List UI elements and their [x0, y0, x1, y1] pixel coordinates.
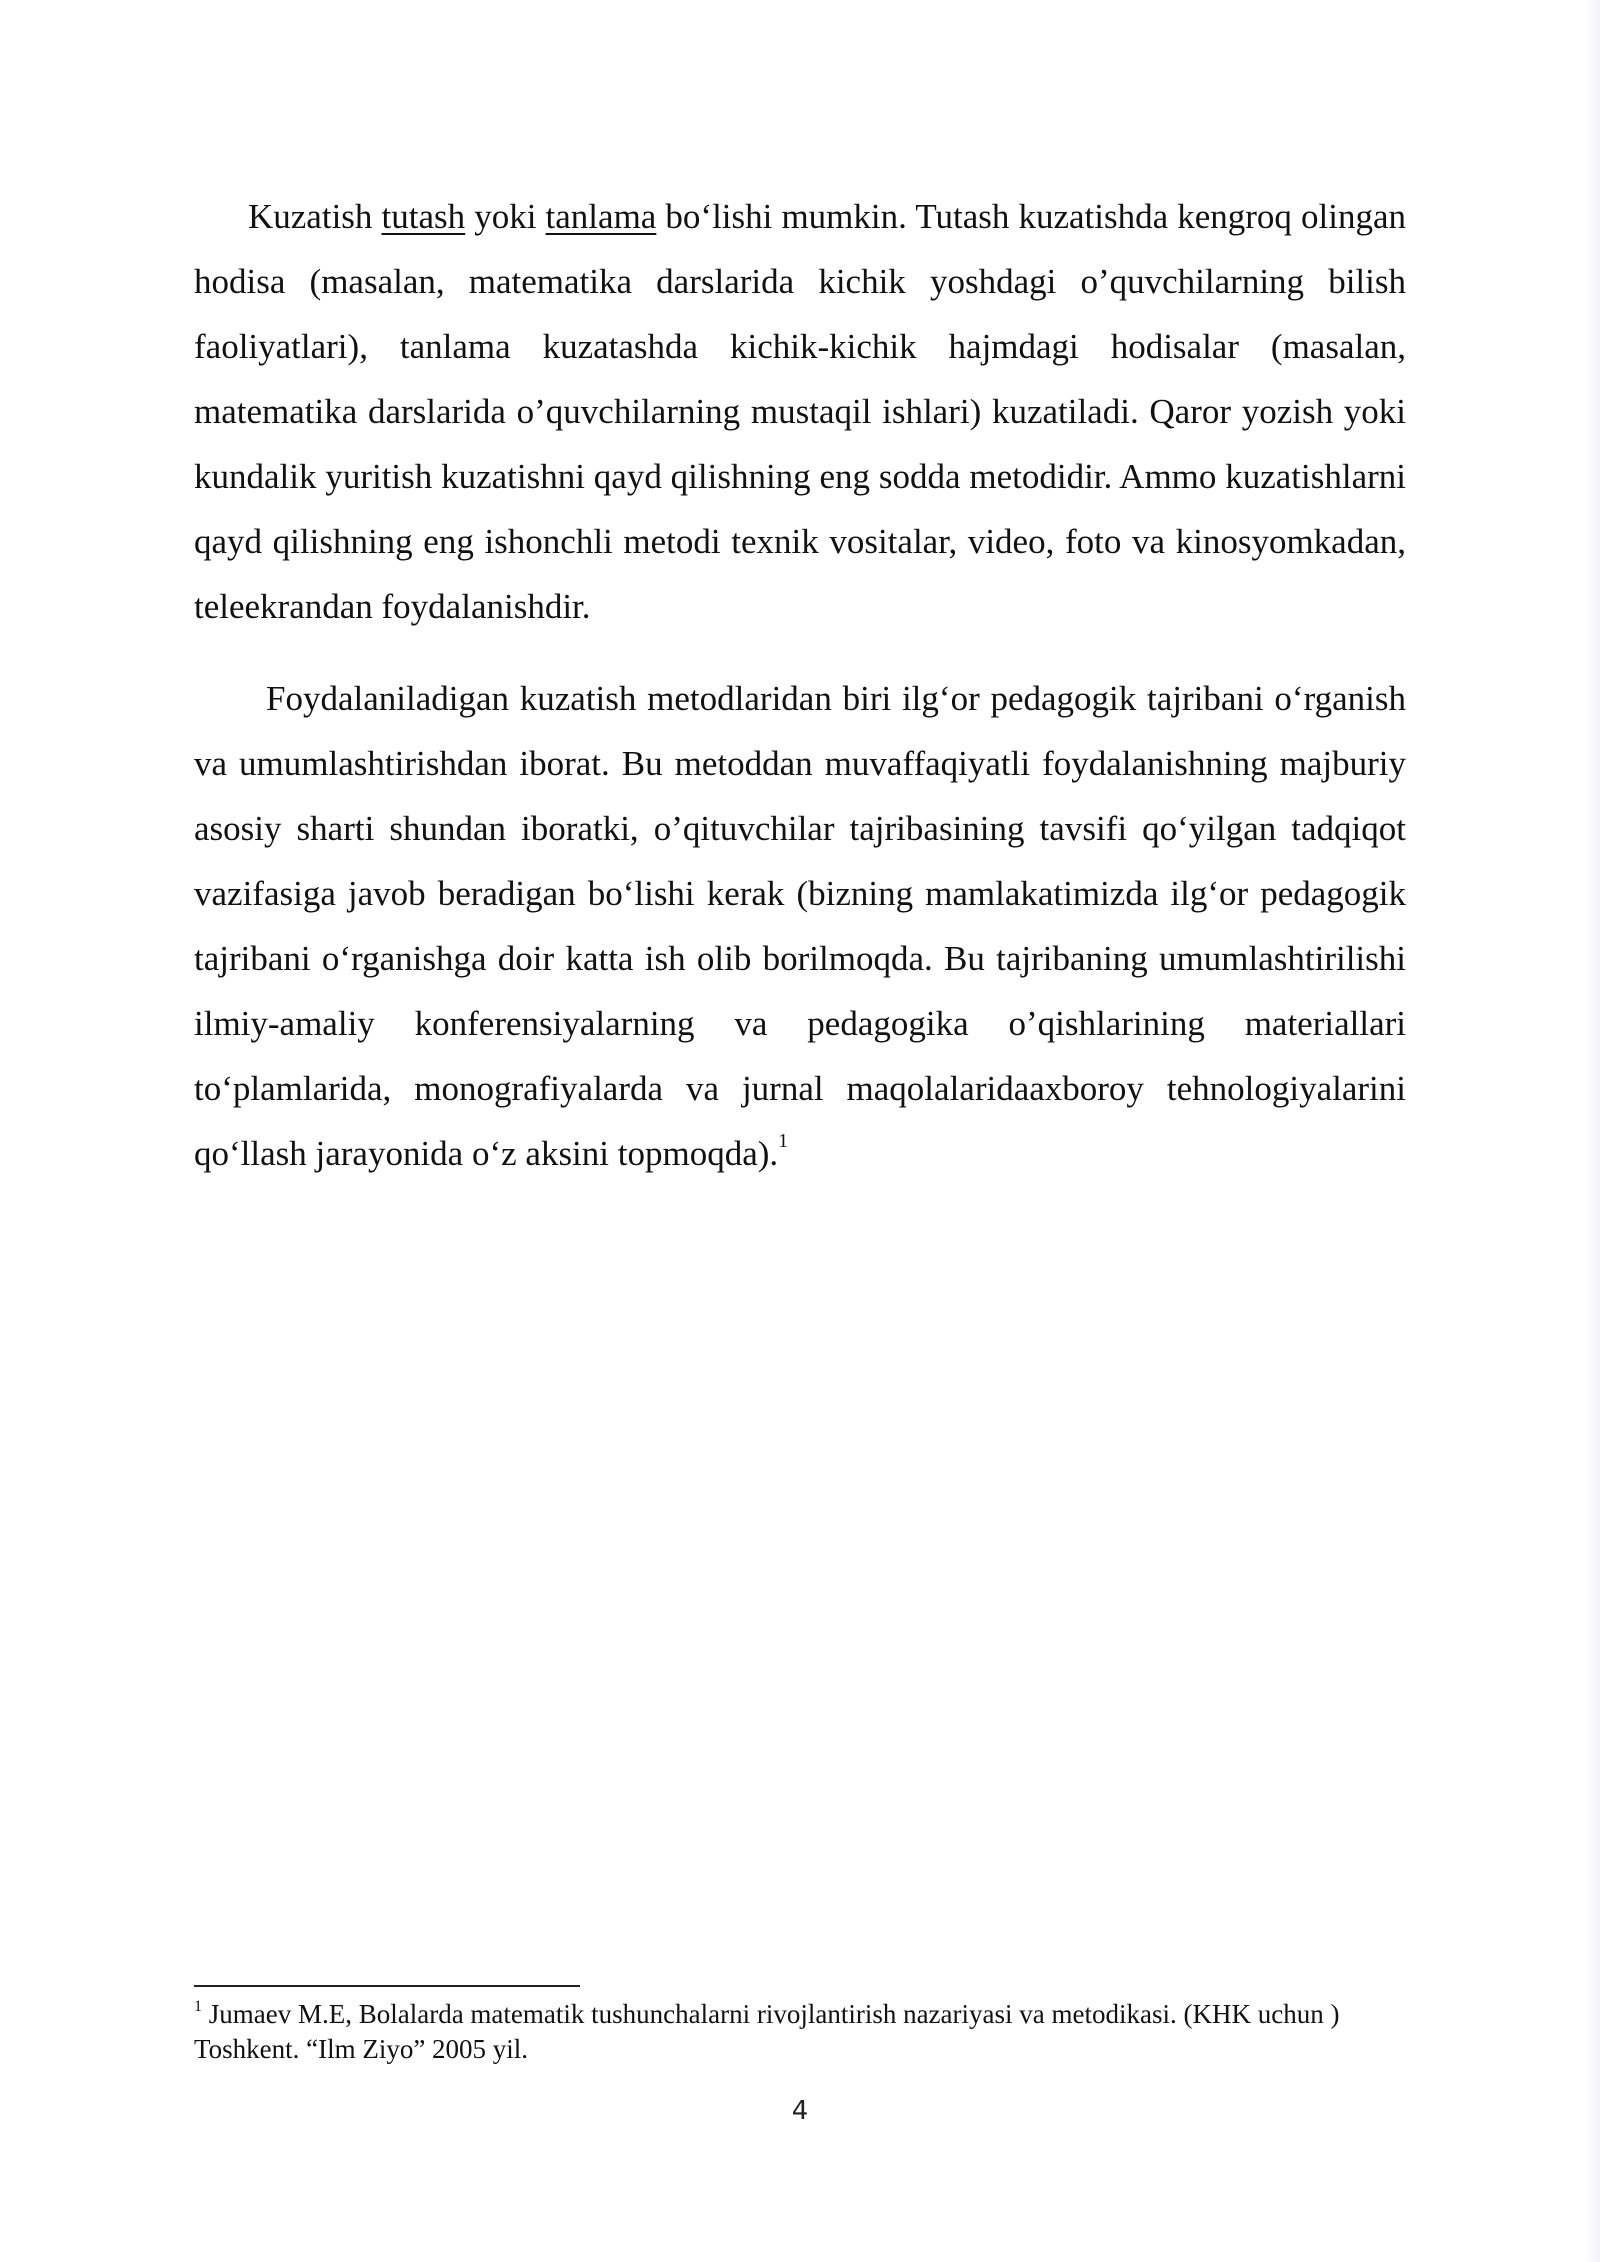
- underlined-term-tutash: tutash: [381, 197, 466, 236]
- paragraph-1-rest: bo‘lishi mumkin. Tutash kuzatishda kengroq olingan hodisa (masalan, matematika darslarida kichik yoshdagi o’quvchilarning bilish faoliyatlari), tanlama kuzatashda kichik-kichik hajmdagi hodisalar (masalan, matematika darslarida o’quvchilarning mustaqil ishlari) kuzatiladi. Qaror yozish yoki kundalik yuritish kuzatishni qayd qilishning eng sodda metodidir. Ammo kuzatishlarni qayd qilishning eng ishonchli metodi texnik vositalar, video, foto va kinosyomkadan, teleekrandan foydalanishdir.: [194, 197, 1406, 626]
- footnote-marker: 1: [194, 1998, 202, 2015]
- footnote-text: Jumaev M.E, Bolalarda matematik tushunchalarni rivojlantirish nazariyasi va metodikasi. (KHK uchun ) Toshkent. “Ilm Ziyo” 2005 yil.: [194, 1999, 1340, 2064]
- paragraph-1-lead: Kuzatish: [248, 197, 382, 236]
- paragraph-1: [194, 184, 1406, 639]
- underlined-term-tanlama: tanlama: [545, 197, 657, 236]
- page-number: 4: [791, 2096, 809, 2126]
- body-text: [194, 184, 1406, 1186]
- footnote-separator: [194, 1985, 580, 1987]
- footnote-reference[interactable]: 1: [778, 1130, 789, 1152]
- paragraph-1-mid: yoki: [465, 197, 546, 236]
- paragraph-2: [194, 666, 1406, 1186]
- paragraph-2-text: Foydalaniladigan kuzatish metodlaridan biri ilg‘or pedagogik tajribani o‘rganish va umumlashtirishdan iborat. Bu metoddan muvaffaqiyatli foydalanishning majburiy asosiy sharti shundan iboratki, o’qituvchilar tajribasining tavsifi qo‘yilgan tadqiqot vazifasiga javob beradigan bo‘lishi kerak (bizning mamlakatimizda ilg‘or pedagogik tajribani o‘rganishga doir katta ish olib borilmoqda. Bu tajribaning umumlashtirilishi ilmiy-amaliy konferensiyalarning va pedagogika o’qishlarining materiallari to‘plamlarida, monografiyalarda va jurnal maqolalaridaaxboroy tehnologiyalarini qo‘llash jarayonida o‘z aksini topmoqda).: [194, 679, 1406, 1173]
- page-edge-shadow: [1586, 0, 1600, 2262]
- footnote: [194, 1997, 1354, 2067]
